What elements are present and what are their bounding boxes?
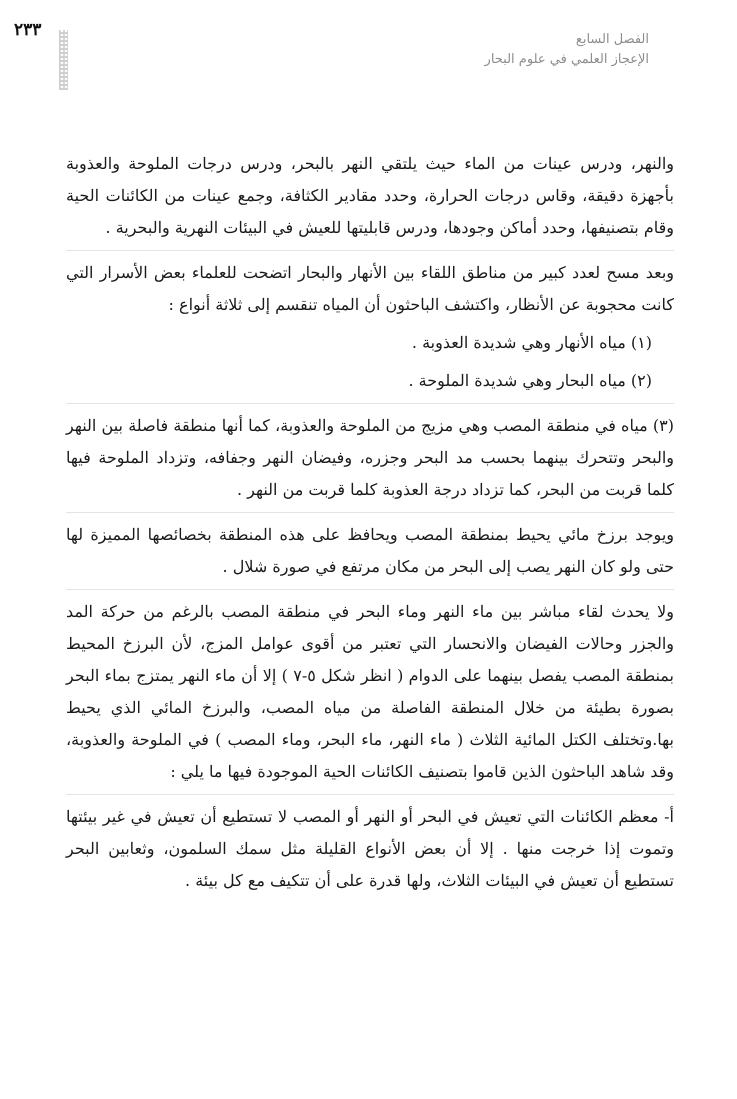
paragraph-divider bbox=[66, 512, 674, 513]
list-item-estuary-water: (٣) مياه في منطقة المصب وهي مزيج من الملوحة والعذوبة، كما أنها منطقة فاصلة بين النهر والبحر وتتحرك بينهما بحسب مد البحر وجزره، وفيضان النهر وجفافه، وتزداد الملوحة فيها كلما قربت من البحر، كما تزداد درجة العذوبة كلما قربت من النهر . bbox=[66, 416, 674, 499]
paragraph-divider bbox=[66, 794, 674, 795]
header-decoration bbox=[59, 30, 68, 90]
paragraph-divider bbox=[66, 403, 674, 404]
paragraph-organisms: أ- معظم الكائنات التي تعيش في البحر أو النهر أو المصب لا تستطيع أن تعيش في غير بيئتها وتموت إذا خرجت منها . إلا أن بعض الأنواع القليلة مثل سمك السلمون، وثعابين البحر تستطيع أن تعيش في البيئات الثلاث، ولها قدرة على أن تتكيف مع كل بيئة . bbox=[66, 807, 674, 890]
page-number: ٢٣٣ bbox=[14, 20, 42, 40]
paragraph-no-direct-mixing: ولا يحدث لقاء مباشر بين ماء النهر وماء البحر في منطقة المصب بالرغم من حركة المد والجزر وحالات الفيضان والانحسار التي تعتبر من أقوى عوامل المزج، لأن البرزخ المحيط بمنطقة المصب يفصل بينهما على الدوام ( انظر شكل ٥-٧ ) إلا أن ماء النهر يمتزج بماء البحر بصورة بطيئة من خلال المنطقة الفاصلة من مياه المصب، والبرزخ المائي الذي يحيط بها.وتختلف الكتل المائية الثلاث ( ماء النهر، ماء البحر، وماء المصب ) في الملوحة والعذوبة، وقد شاهد الباحثون الذين قاموا بتصنيف الكائنات الحية الموجودة فيها ما يلي : bbox=[66, 602, 675, 781]
book-title: الإعجاز العلمي في علوم البحار bbox=[484, 51, 649, 67]
paragraph-divider bbox=[66, 589, 674, 590]
paragraph-survey-findings: وبعد مسح لعدد كبير من مناطق اللقاء بين الأنهار والبحار اتضحت للعلماء بعض الأسرار التي كانت محجوبة عن الأنظار، واكتشف الباحثون أن المياه تنقسم إلى ثلاثة أنواع : bbox=[66, 263, 674, 314]
list-item-sea-water: (٢) مياه البحار وهي شديدة الملوحة . bbox=[408, 371, 652, 390]
chapter-title: الفصل السابع bbox=[575, 32, 649, 47]
paragraph-research-methods: والنهر، ودرس عينات من الماء حيث يلتقي النهر بالبحر، ودرس درجات الملوحة والعذوبة بأجهزة دقيقة، وقاس درجات الحرارة، وحدد مقادير الكثافة، وجمع عينات من الكائنات الحية وقام بتصنيفها، وحدد أماكن وجودها، ودرس قابليتها للعيش في البيئات النهرية والبحرية . bbox=[66, 154, 674, 237]
running-header bbox=[485, 31, 649, 68]
paragraph-water-barrier: ويوجد برزخ مائي يحيط بمنطقة المصب ويحافظ على هذه المنطقة بخصائصها المميزة لها حتى ولو كان النهر يصب إلى البحر من مكان مرتفع في صورة شلال . bbox=[66, 525, 674, 576]
paragraph-divider bbox=[66, 250, 674, 251]
page-body bbox=[66, 148, 674, 897]
list-item-river-water: (١) مياه الأنهار وهي شديدة العذوبة . bbox=[411, 333, 652, 352]
